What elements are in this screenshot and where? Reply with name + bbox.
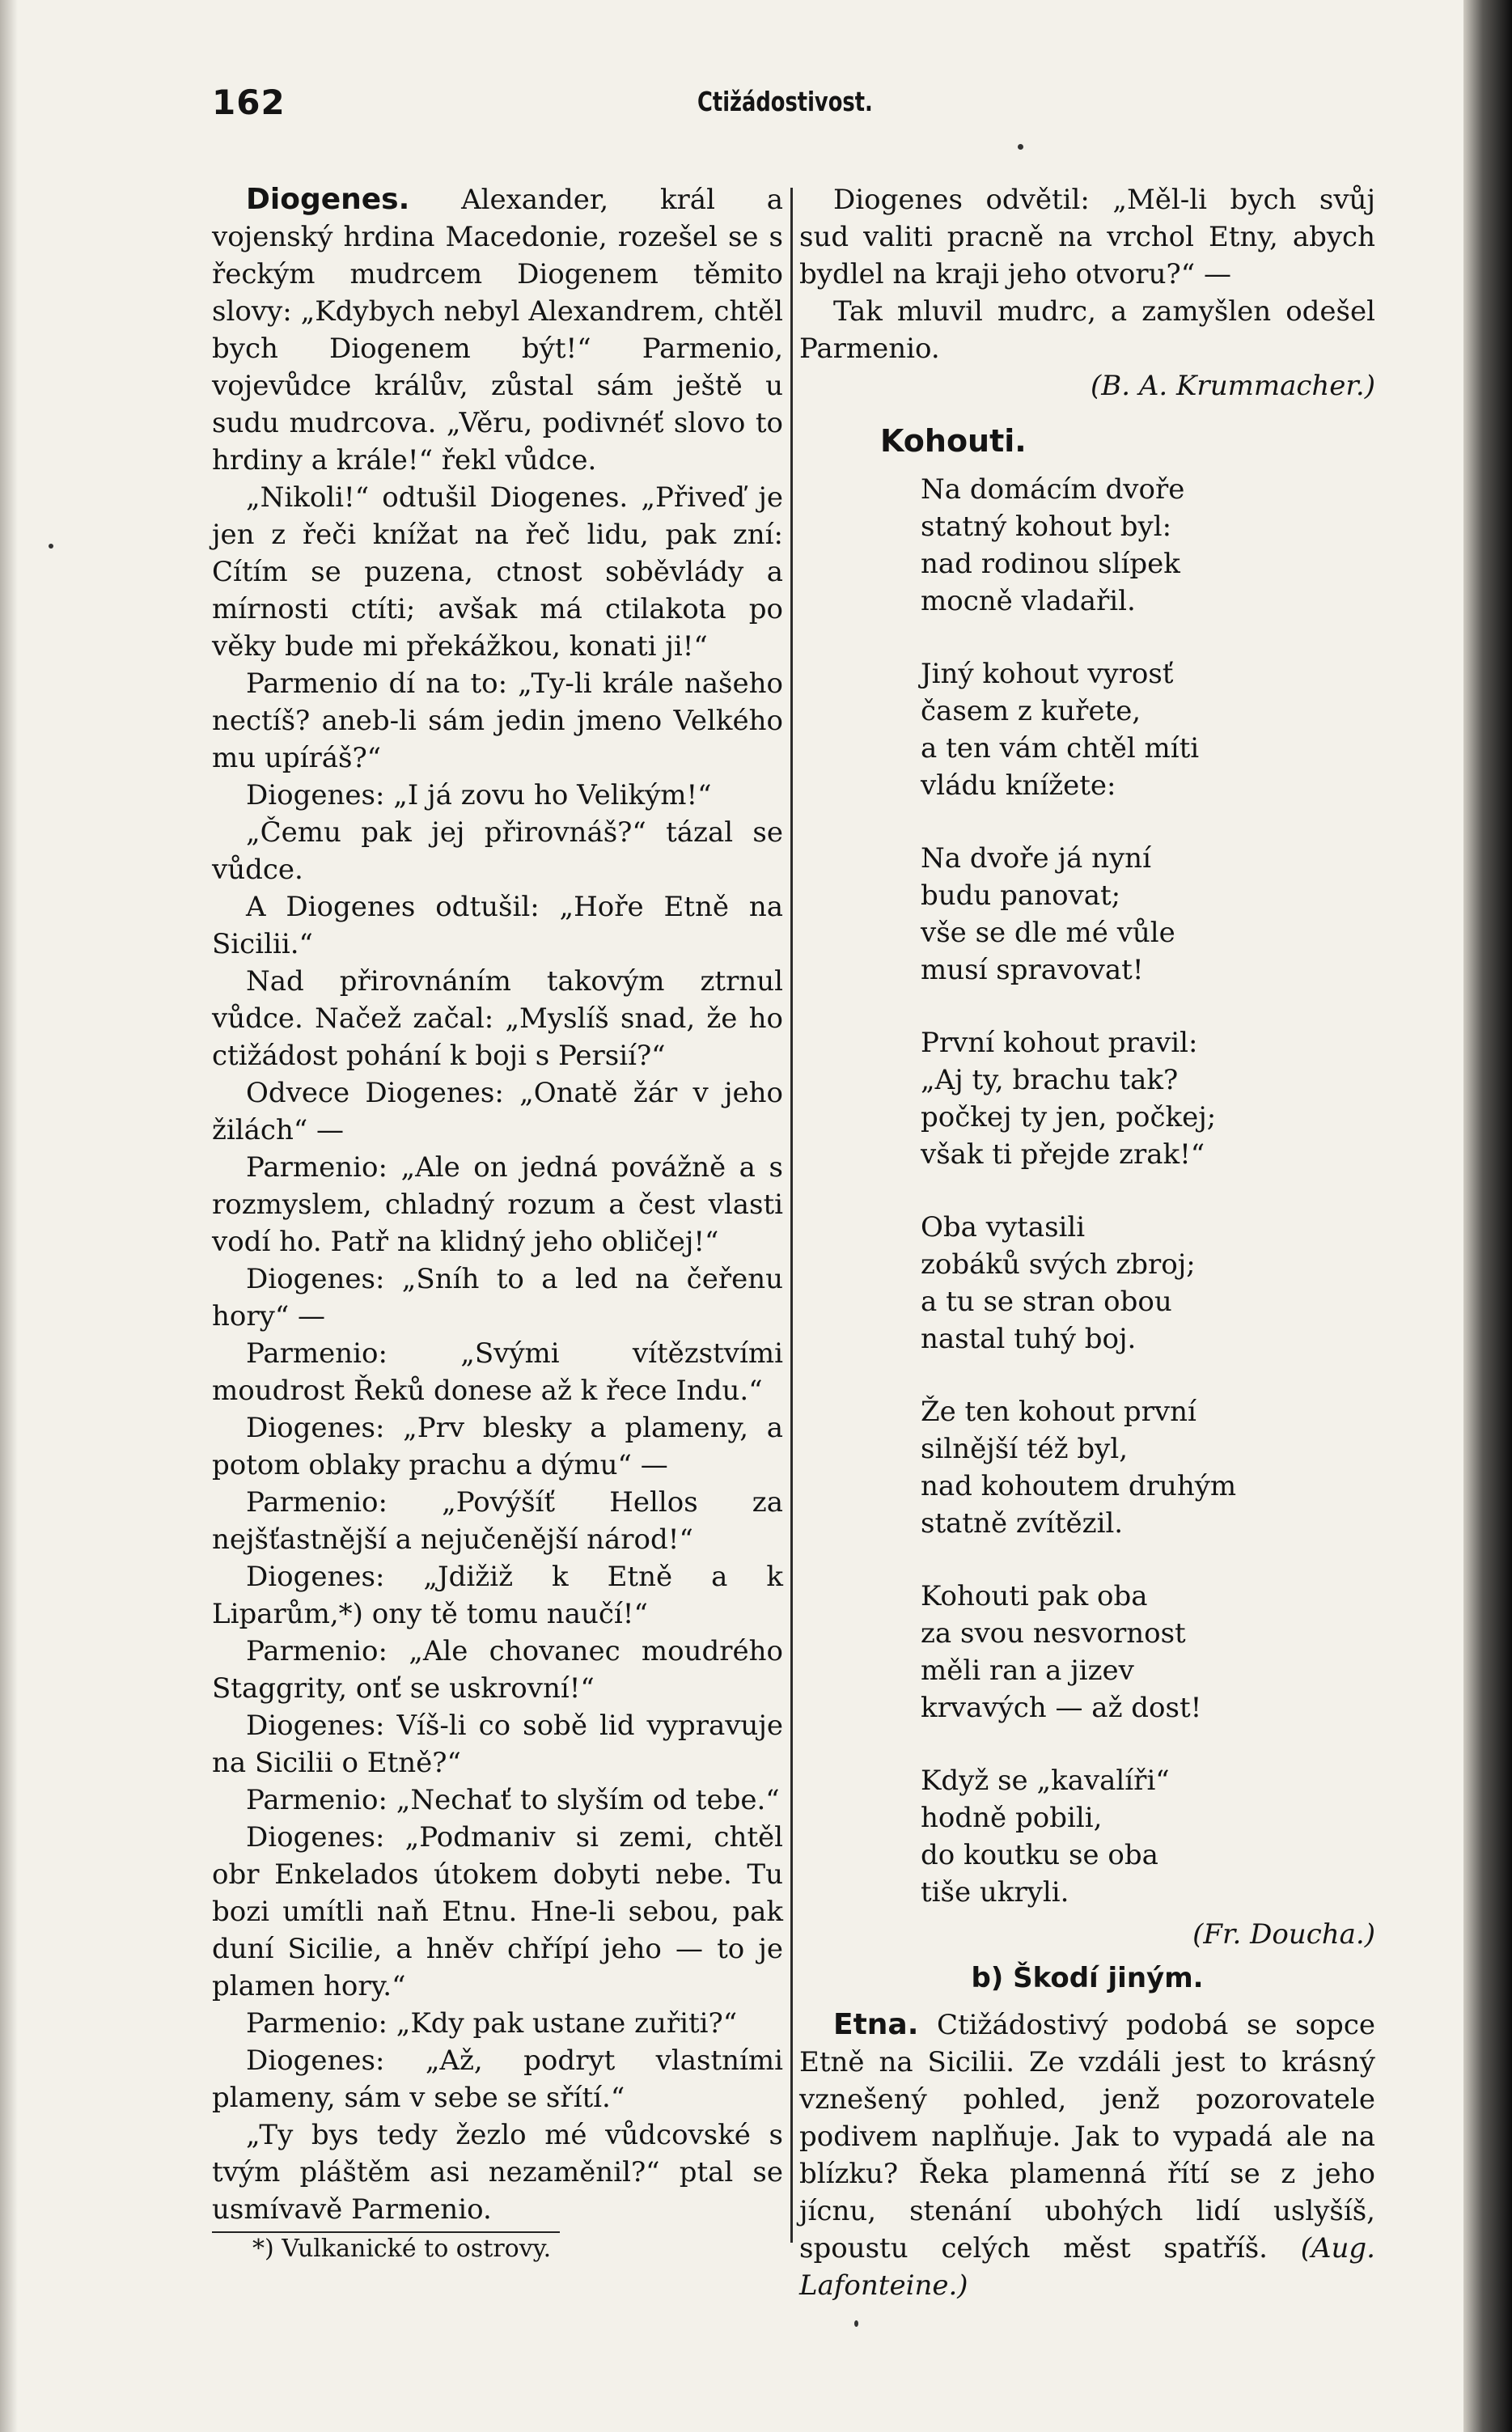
paragraph (212, 963, 783, 1074)
poem-stanza (921, 1209, 1375, 1358)
right-column (799, 181, 1375, 2304)
paragraph-text: Parmenio: „Svými vítězstvími moudrost Řeků donese až k řece Indu.“ (212, 1337, 783, 1407)
ink-speck (49, 544, 53, 549)
paragraph (212, 1484, 783, 1558)
column-divider (790, 188, 793, 2243)
paragraph-text: „Čemu pak jej přirovnáš?“ tázal se vůdce. (212, 816, 783, 886)
attribution: (B. A. Krummacher.) (1091, 370, 1375, 402)
paragraph-lead: Etna. (833, 2008, 919, 2041)
paragraph (212, 1149, 783, 1260)
attribution: (Aug. Lafonteine.) (799, 2232, 1375, 2302)
poem-line: Když se „kavalíři“ (921, 1765, 1170, 1797)
paragraph (212, 888, 783, 963)
poem-stanza (921, 840, 1375, 989)
paragraph-text: Parmenio dí na to: „Ty-li krále našeho nectíš? aneb-li sám jedin jmeno Velkého mu upíráš?“ (212, 667, 783, 774)
paragraph-text: Diogenes: „Prv blesky a plameny, a potom oblaky prachu a dýmu“ — (212, 1412, 783, 1481)
page-header (212, 83, 908, 131)
poem-line: mocně vladařil. (921, 585, 1136, 617)
paragraph-text: Ctižádostivý podobá se sopce Etně na Sicilii. Ze vzdáli jest to krásný vznešený pohled, jenž pozorovatele podivem naplňuje. Jak to vypadá ale na blízku? Řeka plamenná řítí se z jeho jícnu, stenání ubohých lidí uslyšíš, spoustu celých měst spatříš. (799, 2009, 1375, 2265)
paragraph-text: Parmenio: „Povýšíť Hellos za nejšťastnější a nejučenější národ!“ (212, 1486, 783, 1556)
page-edge-shadow (0, 0, 18, 2432)
poem-line: budu panovat; (921, 879, 1121, 912)
paragraph (212, 2116, 783, 2228)
running-title: Ctižádostivost. (697, 86, 873, 117)
poem-line: „Aj ty, brachu tak? (921, 1064, 1179, 1096)
paragraph (212, 814, 783, 888)
poem-line: vládu knížete: (921, 769, 1116, 802)
attribution: (Fr. Doucha.) (1192, 1918, 1375, 1951)
poem-line: musí spravovat! (921, 954, 1144, 986)
paragraph-text: Parmenio: „Nechať to slyším od tebe.“ (246, 1784, 780, 1816)
poem-line: počkej ty jen, počkej; (921, 1101, 1217, 1133)
poem-line: Kohouti pak oba (921, 1580, 1148, 1612)
poem-line: krvavých — až dost! (921, 1692, 1202, 1724)
paragraph-text: „Nikoli!“ odtušil Diogenes. „Přiveď je jen z řeči knížat na řeč lidu, pak zní: Cítím se puzena, ctnost soběvlády a mírnosti ctíti; avšak má ctilakota po věky bude mi překážkou, konati ji!“ (212, 481, 783, 663)
paragraph-lead: Diogenes. (246, 183, 410, 216)
paragraph-text: Nad přirovnáním takovým ztrnul vůdce. Načež začal: „Myslíš snad, že ho ctižádost pohání k boji s Persií?“ (212, 965, 783, 1072)
paragraph-text: Diogenes: „Až, podryt vlastními plameny, sám v sebe se sřítí.“ (212, 2044, 783, 2114)
poem-stanza (921, 1393, 1375, 1542)
poem-line: měli ran a jizev (921, 1655, 1134, 1687)
paragraph-text: A Diogenes odtušil: „Hoře Etně na Sicilii.“ (212, 891, 783, 960)
poem-line: vše se dle mé vůle (921, 917, 1175, 949)
footnote: *) Vulkanické to ostrovy. (252, 2235, 552, 2263)
paragraph-text: Diogenes: „Podmaniv si zemi, chtěl obr Enkelados útokem dobyti nebe. Tu bozi umítli naň Etnu. Hne-li sebou, pak duní Sicilie, a hněv chřípí jeho — to je plamen hory.“ (212, 1821, 783, 2002)
poem-line: Že ten kohout první (921, 1396, 1196, 1428)
poem-line: silnější též byl, (921, 1433, 1129, 1465)
paragraph-text: Parmenio: „Kdy pak ustane zuřiti?“ (246, 2007, 738, 2040)
poem-line: však ti přejde zrak!“ (921, 1138, 1205, 1171)
poem-line: První kohout pravil: (921, 1027, 1198, 1059)
poem-line: a tu se stran obou (921, 1286, 1172, 1318)
paragraph (212, 1074, 783, 1149)
poem-line: Jiný kohout vyrosť (921, 658, 1174, 690)
poem-stanza (921, 1024, 1375, 1173)
paragraph (212, 1707, 783, 1782)
paragraph-text: Diogenes: „Jdižiž k Etně a k Liparům,*) ony tě tomu naučí!“ (212, 1561, 783, 1630)
ink-speck (854, 2320, 858, 2327)
poem-line: časem z kuřete, (921, 695, 1141, 727)
book-binding (1463, 0, 1512, 2432)
page-number: 162 (212, 83, 286, 122)
poem-line: tiše ukryli. (921, 1876, 1069, 1909)
poem-line: nastal tuhý boj. (921, 1323, 1137, 1355)
paragraph-text: „Ty bys tedy žezlo mé vůdcovské s tvým pláštěm asi nezaměnil?“ ptal se usmívavě Parmenio. (212, 2119, 783, 2226)
poem-title: Kohouti. (880, 423, 1027, 459)
poem-stanza (921, 471, 1375, 620)
paragraph-text: Parmenio: „Ale chovanec moudrého Staggrity, onť se uskrovní!“ (212, 1635, 783, 1705)
poem-line: statný kohout byl: (921, 511, 1172, 543)
paragraph-text: Diogenes: „Sníh to a led na čeřenu hory“ — (212, 1263, 783, 1333)
paragraph (212, 1260, 783, 1335)
paragraph-text: Parmenio: „Ale on jedná povážně a s rozmyslem, chladný rozum a čest vlasti vodí ho. Patř na klidný jeho obličej!“ (212, 1151, 783, 1258)
poem-stanza (921, 1762, 1375, 1911)
poem-line: zobáků svých zbroj; (921, 1248, 1196, 1281)
paragraph (212, 181, 783, 479)
paragraph (212, 1819, 783, 2005)
paragraph (212, 777, 783, 814)
poem-stanza (921, 655, 1375, 804)
paragraph-text: Diogenes: Víš-li co sobě lid vypravuje na Sicilii o Etně?“ (212, 1710, 783, 1779)
paragraph-text: Odvece Diogenes: „Onatě žár v jeho žilách“ — (212, 1077, 783, 1146)
paragraph (212, 2042, 783, 2116)
poem-stanza (921, 1578, 1375, 1727)
poem-line: nad rodinou slípek (921, 548, 1180, 580)
poem-line: do koutku se oba (921, 1839, 1158, 1871)
paragraph (212, 1633, 783, 1707)
paragraph (799, 2006, 1375, 2304)
poem-line: Na domácím dvoře (921, 473, 1185, 506)
poem-line: za svou nesvornost (921, 1617, 1186, 1650)
paragraph (212, 479, 783, 665)
poem-line: a ten vám chtěl míti (921, 732, 1200, 765)
poem-line: nad kohoutem druhým (921, 1470, 1237, 1502)
paragraph (212, 1782, 783, 1819)
ink-speck (1018, 144, 1023, 150)
poem-line: hodně pobili, (921, 1802, 1103, 1834)
paragraph-text: Diogenes: „I já zovu ho Velikým!“ (246, 779, 712, 811)
subsection-heading: b) Škodí jiným. (971, 1962, 1204, 1994)
poem-line: Na dvoře já nyní (921, 842, 1151, 875)
paragraph (212, 665, 783, 777)
paragraph (212, 2005, 783, 2042)
paragraph-text: Alexander, král a vojenský hrdina Macedonie, rozešel se s řeckým mudrcem Diogenem těmito slovy: „Kdybych nebyl Alexandrem, chtěl bych Diogenem být!“ Parmenio, vojevůdce králův, zůstal sám ještě u sudu mudrcova. „Věru, podivnéť slovo to hrdiny a krále!“ řekl vůdce. (212, 184, 783, 477)
paragraph: Diogenes odvětil: „Měl-li bych svůj sud valiti pracně na vrchol Etny, abych bydlel na kraji jeho otvoru?“ — (799, 184, 1375, 290)
paragraph (212, 1335, 783, 1409)
poem-line: statně zvítězil. (921, 1507, 1124, 1540)
paragraph: Tak mluvil mudrc, a zamyšlen odešel Parmenio. (799, 295, 1375, 365)
left-column (212, 181, 783, 2265)
paragraph (212, 1558, 783, 1633)
poem-line: Oba vytasili (921, 1211, 1086, 1244)
paragraph (212, 1409, 783, 1484)
